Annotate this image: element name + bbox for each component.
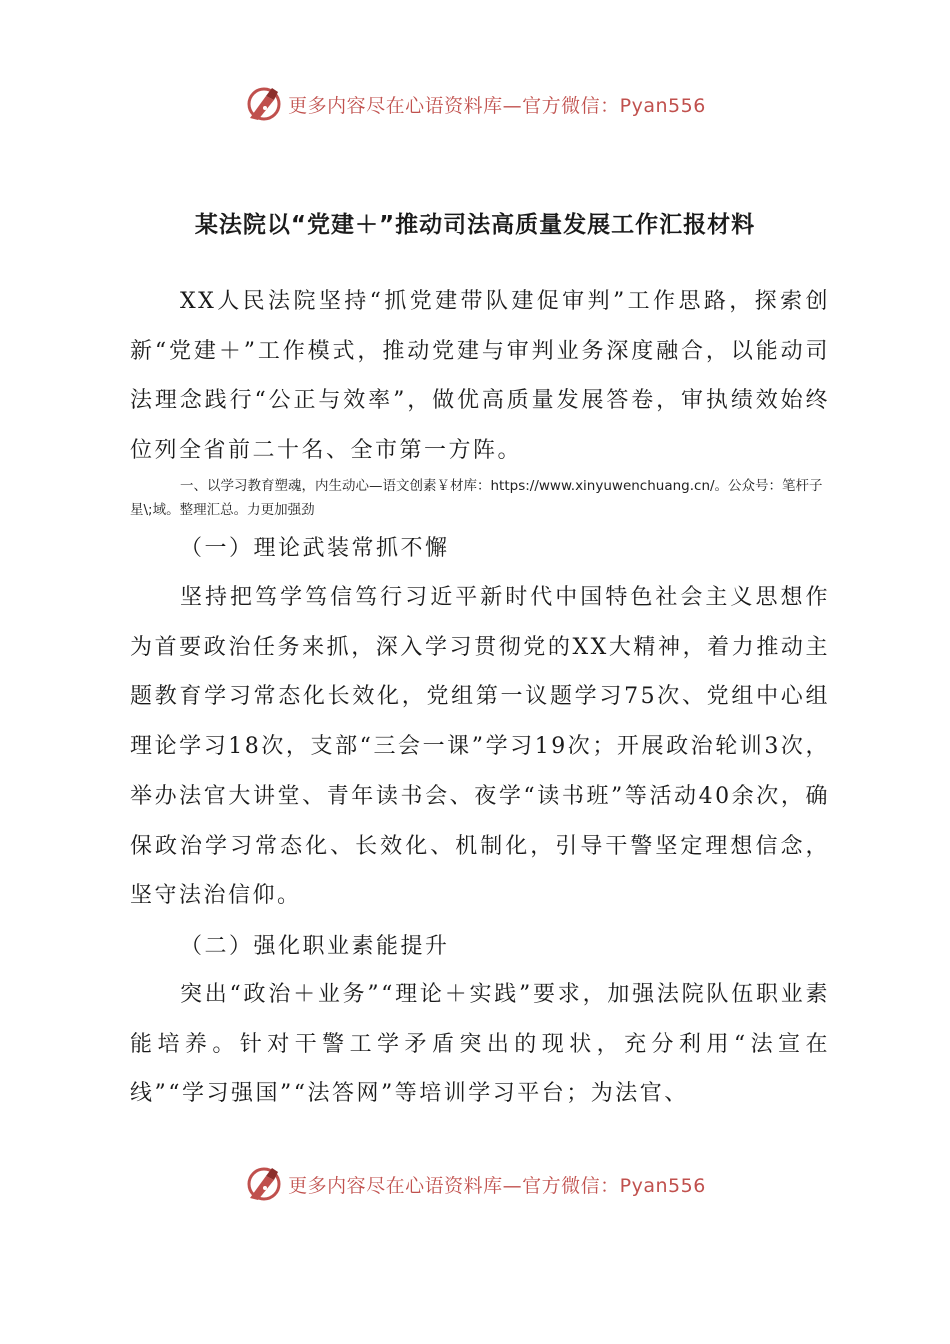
footer-watermark-banner	[0, 1164, 950, 1204]
section-1-heading: （一）理论武装常抓不懈	[180, 536, 450, 561]
intro-paragraph: XX人民法院坚持“抓党建带队建促审判”工作思路，探索创新“党建＋”工作模式，推动党建与审判业务深度融合，以能动司法理念践行“公正与效率”，做优高质量发展答卷，审执绩效始终位列全省前二十名、全市第一方阵。	[130, 289, 830, 464]
banner-text: 更多内容尽在心语资料库—官方微信：Pyan556	[288, 1174, 706, 1197]
section-1-paragraph: 坚持把笃学笃信笃行习近平新时代中国特色社会主义思想作为首要政治任务来抓，深入学习贯彻党的XX大精神，着力推动主题教育学习常态化长效化，党组第一议题学习75次、党组中心组理论学习18次，支部“三会一课”学习19次；开展政治轮训3次，举办法官大讲堂、青年读书会、夜学“读书班”等活动40余次，确保政治学习常态化、长效化、机制化，引导干警坚定理想信念，坚守法治信仰。	[130, 585, 830, 909]
banner-text: 更多内容尽在心语资料库—官方微信：Pyan556	[288, 94, 706, 117]
header-watermark-banner	[0, 84, 950, 124]
pen-nib-logo-icon	[244, 84, 284, 124]
document-title: 某法院以“党建＋”推动司法高质量发展工作汇报材料	[194, 212, 756, 238]
pen-nib-logo-icon	[244, 1164, 284, 1204]
inline-note: 一、以学习教育塑魂，内生动心—语文创素￥材库：https://www.xinyuwenchuang.cn/。公众号：笔杆子星\;域。整理汇总。力更加强劲	[130, 478, 823, 518]
section-2-paragraph: 突出“政治＋业务”“理论＋实践”要求，加强法院队伍职业素能培养。针对干警工学矛盾突出的现状，充分利用“法宣在线”“学习强国”“法答网”等培训学习平台；为法官、	[130, 982, 830, 1107]
section-2-heading: （二）强化职业素能提升	[180, 934, 450, 959]
